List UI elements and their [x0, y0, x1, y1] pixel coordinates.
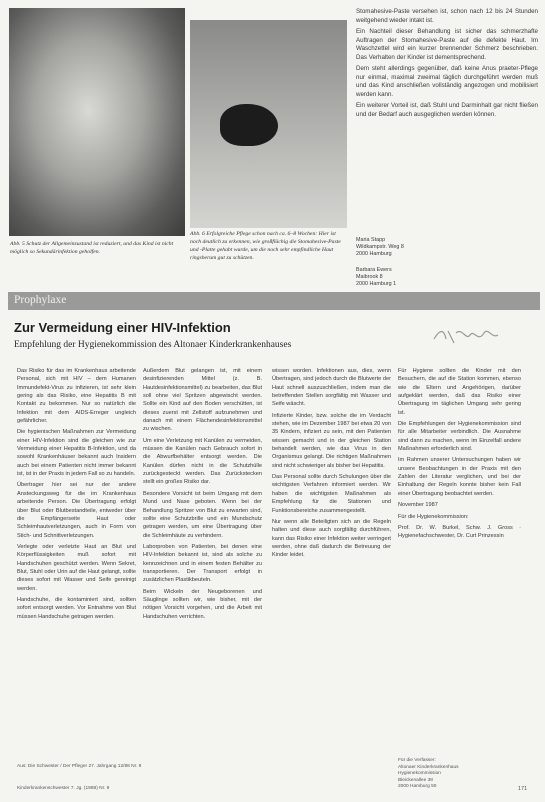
- paragraph: Übertrager hier sei nur der andere Ansteckungsweg für die im Krankenhaus arbeitende Person. Die Übertragung erfolgt über Blut oder Blutbestandteile, entweder über die Empfängerseite Haut oder Schleimhautverletzungen, auch in Form von Stich- und Schnittverletzungen.: [17, 482, 136, 539]
- paragraph: Handschuhe, die kontaminiert sind, sollten sofort entsorgt werden. Vor Entnahme von Blut müssen Handschuhe getragen werden.: [17, 596, 136, 620]
- body-column-4: [398, 367, 521, 544]
- paragraph: Um eine Verletzung mit Kanülen zu vermeiden, müssen die Kanülen nach Gebrauch sofort in die Abwurfbehälter entsorgt werden. Die Kanülen dürfen nicht in die Schutzhülle zurückgesteckt werden. Das Zurückstecken stellt ein großes Risiko dar.: [143, 437, 262, 486]
- contact-line: 2000 Hamburg 50: [398, 784, 437, 789]
- article-headline: Zur Vermeidung einer HIV-Infektion: [14, 320, 231, 335]
- signatories: Prof. Dr. W. Burkel, Schw. J. Gross · Hygienefachschwester, Dr. Curt Prinzessin: [398, 524, 521, 540]
- paragraph: Im Rahmen unserer Untersuchungen haben wir unsere Beobachtungen in der Praxis mit den Zahlen der Literatur verglichen, und bei der Einhaltung der Regeln konnte bisher kein Fall einer Übertragung beobachtet werden.: [398, 457, 521, 497]
- paragraph: Dem steht allerdings gegenüber, daß keine Anus praeter-Pflege nur einmal, maximal zweimal täglich durchgeführt werden muß und das Kind anschließen vollständig angezogen und mobilisiert werden kann.: [356, 65, 538, 98]
- paragraph: Außerdem Blut gelangen ist, mit einem desinfizierenden Mittel (z. B. Hautdesinfektionsmittel) zu bearbeiten, das Blut soll ohne viel Spritzen abgewischt werden. Sollte ein Kind auf den Boden verschütten, ist dieses zuerst mit Zellstoff aufzunehmen und danach mit einem Flächendesinfektionsmittel zu wischen.: [143, 368, 262, 433]
- page-number: 171: [518, 786, 528, 792]
- author-address-2: [356, 267, 396, 288]
- paragraph: Stomahesive-Paste versehen ist, schon nach 12 bis 24 Stunden weitgehend wieder intakt ist.: [356, 8, 538, 24]
- figure-caption-1: Abb. 5 Schutz der Allgemeinzustand ist reduziert, und das Kind ist nicht möglich so Sekundärinfektion geholfen.: [10, 241, 174, 255]
- contact-block: [398, 758, 459, 791]
- signature-intro: Für die Hygienekommission:: [398, 513, 469, 520]
- paragraph: Laborproben von Patienten, bei denen eine HIV-Infektion bekannt ist, sind als solche zu kennzeichnen und in einem festen Behälter zu transportieren. Der Transport erfolgt in zusätzlichen Plastikbeuteln.: [143, 543, 262, 584]
- body-column-3: [272, 367, 391, 563]
- section-banner-label: Prophylaxe: [14, 294, 67, 306]
- date-line: November 1987: [398, 502, 438, 509]
- address-line: 2000 Hamburg: [356, 251, 392, 257]
- article-subheadline: Empfehlung der Hygienekommission des Altonaer Kinderkrankenhauses: [14, 340, 292, 350]
- journal-footer: Kinderkrankenschwester 7. Jg. (1988) Nr. 9: [17, 786, 110, 791]
- paragraph: wissen worden. Infektionen aus, dies, wenn Übertragen, sind jedoch durch die Blutwerte der Haut schnell auszuschließen, indem man die betreffenden Stellen sorgfältig mit Wasser und Seife wäscht.: [272, 368, 391, 408]
- paragraph: Das Risiko für das im Krankenhaus arbeitende Personal, sich mit HIV – dem Humanen Immundefekt-Virus zu infizieren, ist sehr klein gering als das Risiko, eine Hepatitis B mit Kontakt zu bekommen. Nur so natürlich die Infektion mit dem AIDS-Erreger ungleich gefährlicher.: [17, 368, 136, 425]
- contact-line: Bleickenallee 38: [398, 777, 433, 783]
- paragraph: Beim Wickeln der Neugeborenen und Säuglinge sollten wir, wie bisher, mit der nötigen Vorsicht vorgehen, und die Arbeit mit Handschuhen verrichten.: [143, 588, 262, 620]
- contact-line: Altonaer Kinderkrankenhaus: [398, 764, 459, 770]
- address-line: Barbara Ewers: [356, 267, 392, 273]
- figure-photo-wound: [190, 20, 347, 228]
- paragraph: Infizierte Kinder, bzw. solche die im Verdacht stehen, wie im Dezember 1987 bei etwa 20 von 35 Kindern, infiziert zu sein, mit den Patienten wissen gemacht und in der gleichen Station behandelt werden, wie das Virus in den Organismus gelangt. Die richtigen Maßnahmen sind nicht schwieriger als bisher bei Hepatitis.: [272, 412, 391, 469]
- address-line: Wildkampstr. Weg 8: [356, 244, 404, 250]
- paragraph: Verlegte oder verletzte Haut an Blut und Körperflüssigkeiten muß sofort mit Handschuhen geschützt werden. Wenn Sekret, Blut, Stuhl oder Urin auf die Haut gelangt, sollte dieses sofort mit Wasser und Seife gereinigt werden.: [17, 543, 136, 592]
- address-line: 2000 Hamburg 1: [356, 281, 397, 287]
- contact-line: Hygienekommission: [398, 771, 441, 776]
- author-address-1: [356, 237, 404, 258]
- address-line: Maria Stapp: [356, 237, 386, 243]
- figure-photo-child: [9, 8, 185, 236]
- paragraph: Ein weiterer Vorteil ist, daß Stuhl und Darminhalt gar nicht fließen und der Bedarf auch ausgeglichen werden können.: [356, 102, 538, 119]
- paragraph: Das Personal sollte durch Schulungen über die wichtigsten Verfahren informiert werden. Wir haben die wichtigsten Maßnahmen als Empfehlung für die Stationen und Funktionsbereiche zusammengestellt.: [272, 474, 391, 514]
- paragraph: Für Hygiene sollten die Kinder mit den Besuchern, die auf die Station kommen, ebenso wie die Eltern und Angehörigen, darüber aufgeklärt werden, daß das Risiko einer Übertragung im täglichen Umgang sehr gering ist.: [398, 368, 521, 416]
- body-column-2: [143, 367, 262, 624]
- paragraph: Besondere Vorsicht ist beim Umgang mit dem Mund und Nase geboten. Wenn bei der Behandlung Spritzer von Blut zu erwarten sind, sollte eine Schutzbrille und ein Mundschutz getragen werden, um eine Übertragung über die Schleimhäute zu verhindern.: [143, 490, 262, 539]
- paragraph: Nur wenn alle Beteiligten sich an die Regeln halten und diese auch sorgfältig durchführen, kann das Risiko einer Infektion weiter verringert werden, ohne daß dadurch die Betreuung der Kinder leidet.: [272, 518, 391, 559]
- contact-line: Für die Verfasser:: [398, 758, 436, 763]
- source-reference: Aus: Die Schwester / Der Pfleger 27. Jahrgang 12/88 Nr. 9: [17, 764, 142, 769]
- figure-caption-2: Abb. 6 Erfolgreiche Pflege schon nach ca. 6–8 Wochen: Hier ist noch deutlich zu erkennen, wie großflächig die Stomahesive-Paste und -Platte gehabt wurde, um die noch sehr empfindliche Haut ringsherum gut zu schützen.: [190, 231, 341, 261]
- paragraph: Die hygienischen Maßnahmen zur Vermeidung einer HIV-Infektion sind die gleichen wie zur Vermeidung einer Hepatitis B-Infektion, und da sowohl Krankenhäuser bekannt auch Insidern auch bei einem Patienten nicht immer bekannt ist, ist in der Praxis in jedem Fall so zu handeln.: [17, 429, 136, 478]
- section-banner: [8, 292, 540, 310]
- paragraph: Ein Nachteil dieser Behandlung ist sicher das schmerzhafte Auftragen der Stomahesive-Paste auf die defekte Haut. Im Waschzettel wird ein kurzer brennender Schmerz beschrieben. Das Verhalten der Kinder ist dementsprechend.: [356, 28, 538, 61]
- paragraph: Die Empfehlungen der Hygienekommission sind für alle Mitarbeiter verbindlich. Die Ausnahme sind dann zu machen, wenn im Einzelfall andere Maßnahmen erforderlich sind.: [398, 421, 521, 453]
- body-column-1: [17, 367, 136, 624]
- address-line: Maibrook 8: [356, 274, 383, 280]
- top-right-column: [356, 8, 538, 123]
- handwritten-scribble-icon: [432, 325, 502, 347]
- wound-shape: [220, 104, 278, 146]
